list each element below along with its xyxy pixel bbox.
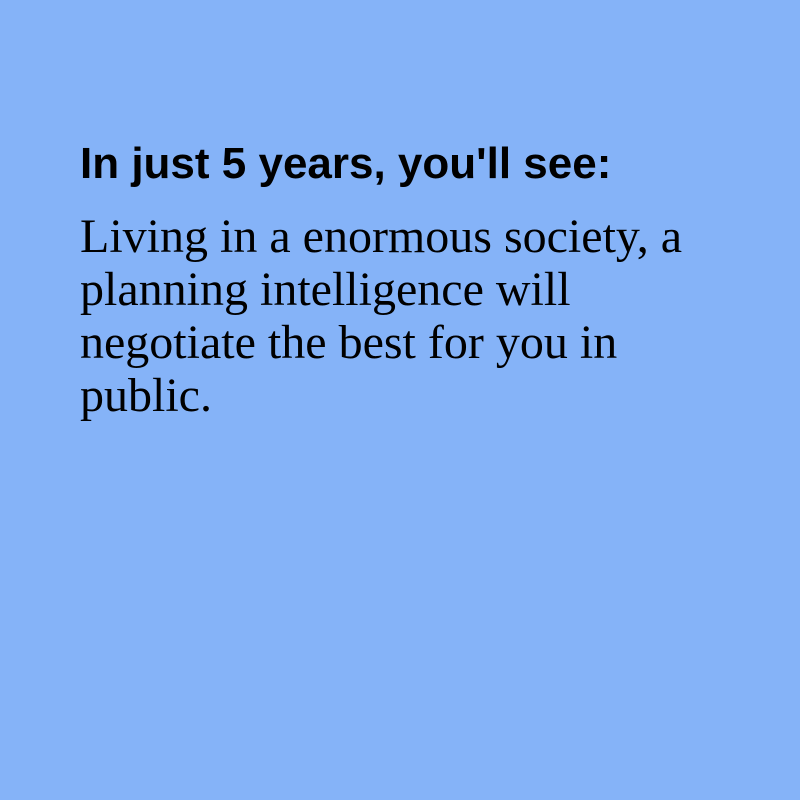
headline: In just 5 years, you'll see: (80, 139, 612, 188)
prediction-text: Living in a enormous society, a planning intelligence will negotiate the best for you in public. (80, 210, 683, 422)
